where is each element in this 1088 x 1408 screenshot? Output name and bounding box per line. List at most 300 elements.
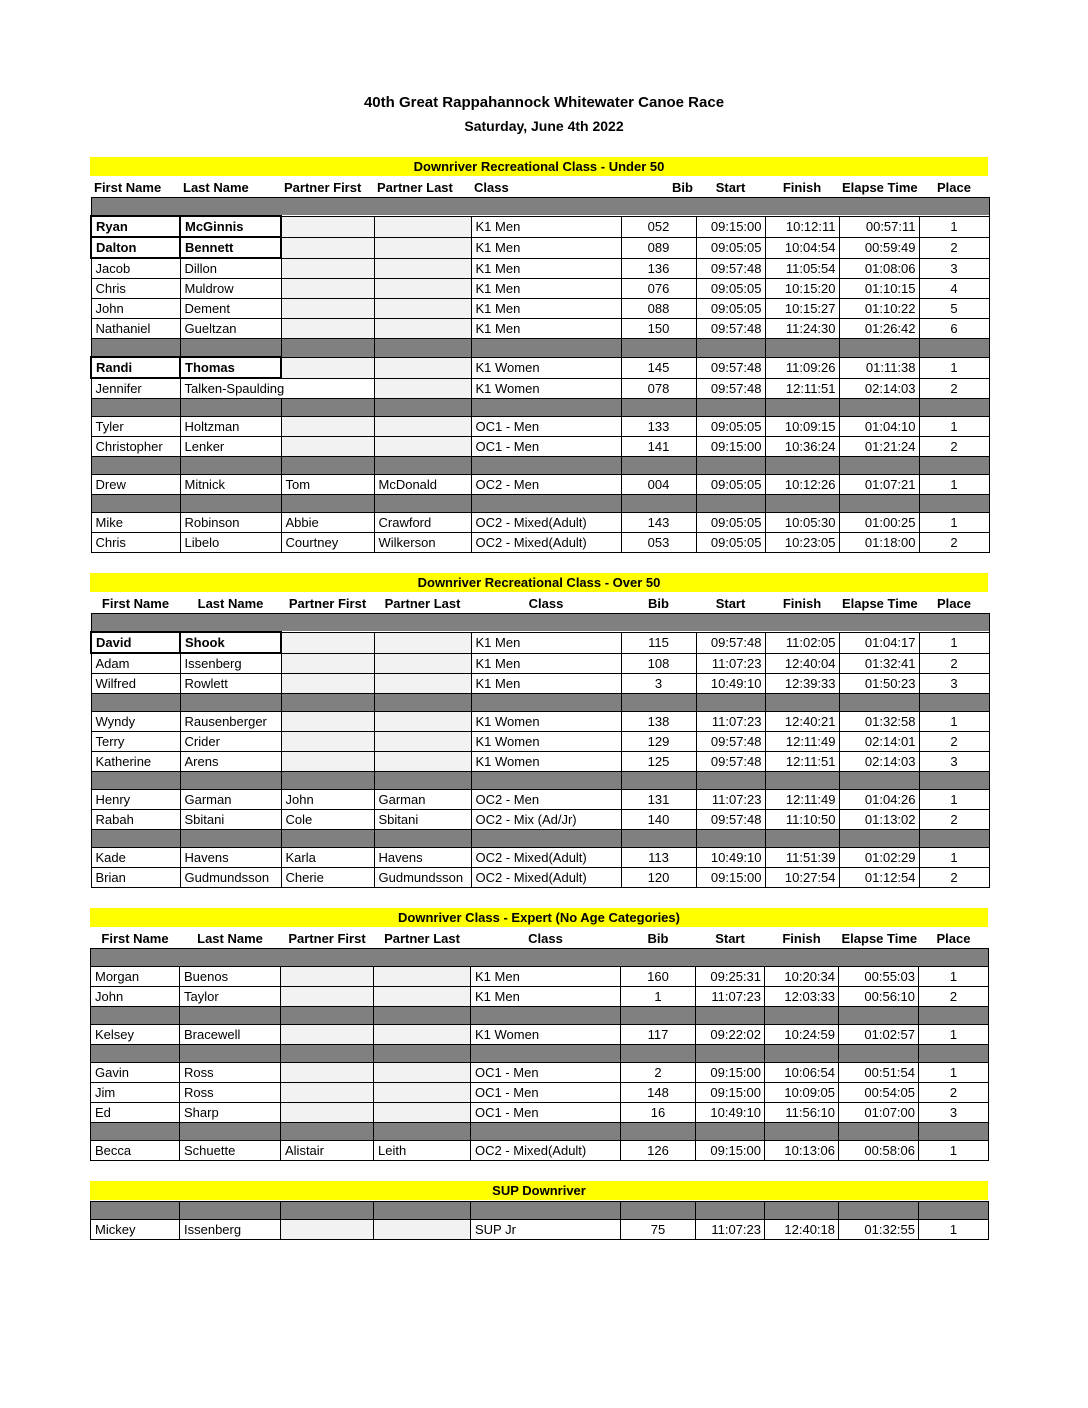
cell-plast: Havens bbox=[374, 848, 471, 868]
cell-first: Kade bbox=[91, 848, 180, 868]
separator-cell bbox=[91, 1045, 180, 1063]
cell-elapse: 00:57:11 bbox=[839, 216, 919, 237]
cell-cls: OC2 - Mixed(Adult) bbox=[471, 868, 621, 888]
cell-bib: 1 bbox=[621, 987, 696, 1007]
cell-cls: OC2 - Mixed(Adult) bbox=[471, 848, 621, 868]
cell-plast bbox=[374, 279, 471, 299]
table-row bbox=[91, 632, 989, 653]
separator-cell bbox=[765, 1123, 839, 1141]
cell-finish: 12:11:51 bbox=[765, 752, 839, 772]
column-header-bib: Bib bbox=[621, 593, 696, 614]
separator-cell bbox=[471, 1123, 621, 1141]
separator-cell bbox=[696, 830, 765, 848]
separator-cell bbox=[281, 1007, 374, 1025]
cell-pfirst bbox=[281, 732, 374, 752]
cell-pfirst bbox=[281, 437, 374, 457]
cell-first: Ryan bbox=[91, 216, 180, 237]
cell-bib: 141 bbox=[621, 437, 696, 457]
cell-bib: 2 bbox=[621, 1063, 696, 1083]
separator-cell bbox=[765, 495, 839, 513]
cell-place: 6 bbox=[919, 319, 989, 339]
cell-last: Dillon bbox=[180, 258, 281, 279]
separator-row bbox=[91, 772, 989, 790]
column-header-place: Place bbox=[919, 593, 989, 614]
cell-elapse: 01:13:02 bbox=[839, 810, 919, 830]
separator-cell bbox=[91, 1123, 180, 1141]
separator-cell bbox=[919, 1202, 989, 1220]
separator-cell bbox=[696, 1123, 765, 1141]
cell-place: 3 bbox=[919, 258, 989, 279]
separator-cell bbox=[91, 1202, 180, 1220]
separator-cell bbox=[281, 1045, 374, 1063]
cell-last: Lenker bbox=[180, 437, 281, 457]
cell-first: Mickey bbox=[91, 1220, 180, 1240]
cell-start: 09:05:05 bbox=[696, 299, 765, 319]
table-row bbox=[91, 1063, 989, 1083]
cell-first: Rabah bbox=[91, 810, 180, 830]
separator-cell bbox=[839, 1202, 919, 1220]
cell-last: Ross bbox=[180, 1063, 281, 1083]
cell-last: Issenberg bbox=[180, 1220, 281, 1240]
cell-first: Brian bbox=[91, 868, 180, 888]
cell-first: Chris bbox=[91, 279, 180, 299]
cell-start: 09:05:05 bbox=[696, 513, 765, 533]
cell-start: 09:22:02 bbox=[696, 1025, 765, 1045]
cell-first: Adam bbox=[91, 653, 180, 674]
cell-place: 2 bbox=[919, 533, 989, 553]
table-row bbox=[91, 533, 989, 553]
separator-cell bbox=[91, 198, 989, 217]
separator-cell bbox=[374, 830, 471, 848]
cell-place: 1 bbox=[919, 712, 989, 732]
separator-cell bbox=[180, 495, 281, 513]
cell-cls: K1 Men bbox=[471, 674, 621, 694]
separator-cell bbox=[180, 339, 281, 358]
cell-place: 1 bbox=[919, 632, 989, 653]
cell-last: Talken-Spaulding bbox=[180, 378, 281, 399]
separator-row bbox=[91, 198, 989, 217]
cell-finish: 11:02:05 bbox=[765, 632, 839, 653]
cell-start: 09:57:48 bbox=[696, 752, 765, 772]
table-row bbox=[91, 732, 989, 752]
cell-first: Wyndy bbox=[91, 712, 180, 732]
separator-cell bbox=[621, 772, 696, 790]
cell-plast bbox=[374, 319, 471, 339]
separator-cell bbox=[471, 495, 621, 513]
separator-cell bbox=[621, 339, 696, 358]
cell-pfirst bbox=[281, 237, 374, 258]
cell-start: 09:05:05 bbox=[696, 279, 765, 299]
cell-first: Katherine bbox=[91, 752, 180, 772]
separator-cell bbox=[919, 1045, 989, 1063]
cell-cls: K1 Men bbox=[471, 967, 621, 987]
cell-elapse: 00:55:03 bbox=[839, 967, 919, 987]
cell-finish: 10:06:54 bbox=[765, 1063, 839, 1083]
cell-start: 09:05:05 bbox=[696, 533, 765, 553]
separator-cell bbox=[281, 399, 374, 417]
cell-bib: 117 bbox=[621, 1025, 696, 1045]
cell-bib: 16 bbox=[621, 1103, 696, 1123]
cell-last: Robinson bbox=[180, 513, 281, 533]
separator-cell bbox=[839, 457, 919, 475]
separator-cell bbox=[374, 694, 471, 712]
separator-cell bbox=[471, 457, 621, 475]
cell-cls: OC1 - Men bbox=[471, 417, 621, 437]
cell-plast: McDonald bbox=[374, 475, 471, 495]
separator-cell bbox=[281, 457, 374, 475]
cell-start: 09:15:00 bbox=[696, 216, 765, 237]
cell-bib: 136 bbox=[621, 258, 696, 279]
cell-elapse: 01:00:25 bbox=[839, 513, 919, 533]
cell-pfirst: Abbie bbox=[281, 513, 374, 533]
cell-elapse: 01:32:58 bbox=[839, 712, 919, 732]
cell-cls: K1 Women bbox=[471, 1025, 621, 1045]
cell-last: Issenberg bbox=[180, 653, 281, 674]
cell-finish: 10:12:26 bbox=[765, 475, 839, 495]
separator-cell bbox=[765, 339, 839, 358]
separator-row bbox=[91, 495, 989, 513]
cell-first: Ed bbox=[91, 1103, 180, 1123]
cell-plast bbox=[374, 437, 471, 457]
separator-cell bbox=[180, 772, 281, 790]
section-downriver-rec-under-50 bbox=[90, 157, 988, 553]
cell-elapse: 00:56:10 bbox=[839, 987, 919, 1007]
table-row bbox=[91, 258, 989, 279]
cell-cls: OC2 - Mixed(Adult) bbox=[471, 1141, 621, 1161]
cell-place: 2 bbox=[919, 732, 989, 752]
separator-cell bbox=[919, 694, 989, 712]
cell-first: Jacob bbox=[91, 258, 180, 279]
cell-start: 09:15:00 bbox=[696, 1083, 765, 1103]
cell-start: 09:57:48 bbox=[696, 732, 765, 752]
cell-pfirst: Courtney bbox=[281, 533, 374, 553]
separator-cell bbox=[839, 399, 919, 417]
separator-cell bbox=[621, 1007, 696, 1025]
cell-start: 10:49:10 bbox=[696, 674, 765, 694]
cell-pfirst bbox=[281, 279, 374, 299]
cell-first: Tyler bbox=[91, 417, 180, 437]
cell-place: 1 bbox=[919, 1141, 989, 1161]
document-title-block bbox=[0, 0, 1088, 134]
cell-cls: OC1 - Men bbox=[471, 1083, 621, 1103]
table-row bbox=[91, 1141, 989, 1161]
separator-cell bbox=[621, 694, 696, 712]
cell-elapse: 01:32:41 bbox=[839, 653, 919, 674]
separator-cell bbox=[919, 830, 989, 848]
cell-elapse: 01:04:10 bbox=[839, 417, 919, 437]
column-header-start: Start bbox=[696, 928, 765, 949]
cell-cls: K1 Men bbox=[471, 319, 621, 339]
column-header-pfirst: Partner First bbox=[281, 177, 374, 198]
cell-pfirst bbox=[281, 319, 374, 339]
cell-bib: 143 bbox=[621, 513, 696, 533]
cell-pfirst bbox=[281, 357, 374, 378]
cell-pfirst bbox=[281, 653, 374, 674]
cell-first: Nathaniel bbox=[91, 319, 180, 339]
cell-bib: 75 bbox=[621, 1220, 696, 1240]
cell-pfirst bbox=[281, 752, 374, 772]
cell-finish: 12:39:33 bbox=[765, 674, 839, 694]
cell-bib: 140 bbox=[621, 810, 696, 830]
separator-cell bbox=[91, 830, 180, 848]
cell-last: Taylor bbox=[180, 987, 281, 1007]
column-header-plast: Partner Last bbox=[374, 177, 471, 198]
cell-elapse: 01:32:55 bbox=[839, 1220, 919, 1240]
cell-plast: Sbitani bbox=[374, 810, 471, 830]
cell-cls: OC2 - Mix (Ad/Jr) bbox=[471, 810, 621, 830]
results-table-sup bbox=[90, 1201, 989, 1240]
separator-cell bbox=[919, 1007, 989, 1025]
separator-cell bbox=[374, 399, 471, 417]
column-header-last: Last Name bbox=[180, 593, 281, 614]
column-header-start: Start bbox=[696, 177, 765, 198]
separator-cell bbox=[621, 457, 696, 475]
cell-plast bbox=[374, 1220, 471, 1240]
cell-place: 2 bbox=[919, 868, 989, 888]
cell-last: Rowlett bbox=[180, 674, 281, 694]
cell-first: Jim bbox=[91, 1083, 180, 1103]
cell-cls: K1 Men bbox=[471, 258, 621, 279]
cell-plast bbox=[374, 1103, 471, 1123]
cell-place: 1 bbox=[919, 1025, 989, 1045]
cell-finish: 11:56:10 bbox=[765, 1103, 839, 1123]
cell-place: 1 bbox=[919, 357, 989, 378]
cell-elapse: 00:51:54 bbox=[839, 1063, 919, 1083]
separator-cell bbox=[765, 399, 839, 417]
separator-cell bbox=[696, 457, 765, 475]
cell-plast bbox=[374, 967, 471, 987]
separator-cell bbox=[765, 1045, 839, 1063]
separator-cell bbox=[696, 399, 765, 417]
cell-bib: 088 bbox=[621, 299, 696, 319]
separator-cell bbox=[281, 694, 374, 712]
table-row bbox=[91, 299, 989, 319]
cell-place: 2 bbox=[919, 810, 989, 830]
column-header-plast: Partner Last bbox=[374, 928, 471, 949]
separator-cell bbox=[180, 1007, 281, 1025]
cell-plast bbox=[374, 1025, 471, 1045]
cell-start: 11:07:23 bbox=[696, 1220, 765, 1240]
cell-start: 09:15:00 bbox=[696, 437, 765, 457]
column-header-cls: Class bbox=[471, 593, 621, 614]
cell-elapse: 00:59:49 bbox=[839, 237, 919, 258]
cell-place: 2 bbox=[919, 378, 989, 399]
cell-plast bbox=[374, 674, 471, 694]
cell-finish: 10:12:11 bbox=[765, 216, 839, 237]
cell-pfirst bbox=[281, 967, 374, 987]
cell-first: John bbox=[91, 987, 180, 1007]
cell-place: 5 bbox=[919, 299, 989, 319]
cell-elapse: 01:10:22 bbox=[839, 299, 919, 319]
cell-first: Mike bbox=[91, 513, 180, 533]
column-header-finish: Finish bbox=[765, 593, 839, 614]
cell-finish: 12:40:18 bbox=[765, 1220, 839, 1240]
separator-cell bbox=[91, 495, 180, 513]
cell-start: 10:49:10 bbox=[696, 848, 765, 868]
separator-cell bbox=[374, 457, 471, 475]
separator-cell bbox=[281, 830, 374, 848]
separator-cell bbox=[91, 772, 180, 790]
cell-elapse: 00:54:05 bbox=[839, 1083, 919, 1103]
table-row bbox=[91, 475, 989, 495]
cell-cls: OC1 - Men bbox=[471, 1063, 621, 1083]
cell-cls: OC2 - Men bbox=[471, 790, 621, 810]
separator-row bbox=[91, 949, 989, 967]
separator-cell bbox=[180, 1045, 281, 1063]
cell-cls: OC2 - Mixed(Adult) bbox=[471, 513, 621, 533]
separator-cell bbox=[696, 495, 765, 513]
cell-place: 1 bbox=[919, 848, 989, 868]
table-row bbox=[91, 319, 989, 339]
cell-elapse: 02:14:03 bbox=[839, 378, 919, 399]
cell-place: 3 bbox=[919, 674, 989, 694]
section-title-under-50: Downriver Recreational Class - Under 50 bbox=[90, 157, 988, 176]
cell-last: Rausenberger bbox=[180, 712, 281, 732]
cell-start: 09:05:05 bbox=[696, 237, 765, 258]
table-row bbox=[91, 417, 989, 437]
cell-plast bbox=[374, 258, 471, 279]
cell-bib: 076 bbox=[621, 279, 696, 299]
table-row bbox=[91, 712, 989, 732]
separator-cell bbox=[91, 1007, 180, 1025]
separator-cell bbox=[919, 1123, 989, 1141]
cell-plast bbox=[374, 216, 471, 237]
cell-first: David bbox=[91, 632, 180, 653]
cell-bib: 052 bbox=[621, 216, 696, 237]
separator-row bbox=[91, 1202, 989, 1220]
cell-start: 09:57:48 bbox=[696, 632, 765, 653]
cell-cls: K1 Women bbox=[471, 752, 621, 772]
cell-first: Wilfred bbox=[91, 674, 180, 694]
cell-finish: 10:23:05 bbox=[765, 533, 839, 553]
cell-pfirst: Alistair bbox=[281, 1141, 374, 1161]
cell-bib: 125 bbox=[621, 752, 696, 772]
separator-cell bbox=[471, 1045, 621, 1063]
separator-cell bbox=[281, 339, 374, 358]
separator-cell bbox=[919, 457, 989, 475]
table-row bbox=[91, 848, 989, 868]
cell-finish: 11:24:30 bbox=[765, 319, 839, 339]
separator-row bbox=[91, 694, 989, 712]
separator-row bbox=[91, 339, 989, 358]
separator-cell bbox=[696, 772, 765, 790]
separator-cell bbox=[696, 1007, 765, 1025]
table-row bbox=[91, 1103, 989, 1123]
table-row bbox=[91, 653, 989, 674]
cell-elapse: 01:04:17 bbox=[839, 632, 919, 653]
separator-cell bbox=[471, 1007, 621, 1025]
separator-cell bbox=[765, 1007, 839, 1025]
separator-cell bbox=[919, 495, 989, 513]
cell-pfirst bbox=[281, 712, 374, 732]
cell-plast bbox=[374, 378, 471, 399]
separator-cell bbox=[621, 1045, 696, 1063]
cell-first: Jennifer bbox=[91, 378, 180, 399]
table-row bbox=[91, 279, 989, 299]
cell-finish: 10:20:34 bbox=[765, 967, 839, 987]
column-header-last: Last Name bbox=[180, 177, 281, 198]
separator-cell bbox=[281, 1123, 374, 1141]
table-row bbox=[91, 1083, 989, 1103]
cell-start: 11:07:23 bbox=[696, 790, 765, 810]
separator-cell bbox=[839, 772, 919, 790]
separator-cell bbox=[471, 399, 621, 417]
cell-last: Thomas bbox=[180, 357, 281, 378]
cell-place: 1 bbox=[919, 1063, 989, 1083]
separator-cell bbox=[374, 1123, 471, 1141]
cell-finish: 11:09:26 bbox=[765, 357, 839, 378]
table-row bbox=[91, 810, 989, 830]
cell-cls: K1 Women bbox=[471, 732, 621, 752]
table-row bbox=[91, 378, 989, 399]
column-header-place: Place bbox=[919, 928, 989, 949]
column-header-bib: Bib bbox=[621, 177, 696, 198]
cell-plast bbox=[374, 653, 471, 674]
cell-elapse: 01:07:21 bbox=[839, 475, 919, 495]
cell-elapse: 01:11:38 bbox=[839, 357, 919, 378]
cell-pfirst bbox=[281, 674, 374, 694]
separator-cell bbox=[696, 339, 765, 358]
cell-last: Sbitani bbox=[180, 810, 281, 830]
document-date: Saturday, June 4th 2022 bbox=[464, 118, 624, 134]
cell-last: Bennett bbox=[180, 237, 281, 258]
separator-cell bbox=[91, 457, 180, 475]
separator-row bbox=[91, 1007, 989, 1025]
cell-finish: 11:51:39 bbox=[765, 848, 839, 868]
separator-cell bbox=[839, 1007, 919, 1025]
section-sup-downriver bbox=[90, 1181, 988, 1240]
cell-bib: 3 bbox=[621, 674, 696, 694]
table-row bbox=[91, 752, 989, 772]
cell-elapse: 02:14:03 bbox=[839, 752, 919, 772]
table-row bbox=[91, 1220, 989, 1240]
cell-pfirst bbox=[281, 632, 374, 653]
separator-cell bbox=[374, 1045, 471, 1063]
section-title-sup: SUP Downriver bbox=[90, 1181, 988, 1200]
results-table-under-50 bbox=[90, 177, 990, 553]
cell-bib: 078 bbox=[621, 378, 696, 399]
cell-first: Henry bbox=[91, 790, 180, 810]
cell-pfirst bbox=[281, 258, 374, 279]
separator-cell bbox=[839, 830, 919, 848]
separator-cell bbox=[281, 1202, 374, 1220]
cell-finish: 12:03:33 bbox=[765, 987, 839, 1007]
separator-row bbox=[91, 399, 989, 417]
cell-pfirst bbox=[281, 1103, 374, 1123]
cell-start: 09:57:48 bbox=[696, 378, 765, 399]
cell-finish: 10:09:05 bbox=[765, 1083, 839, 1103]
cell-cls: K1 Men bbox=[471, 237, 621, 258]
cell-place: 1 bbox=[919, 967, 989, 987]
cell-elapse: 01:21:24 bbox=[839, 437, 919, 457]
cell-bib: 120 bbox=[621, 868, 696, 888]
cell-pfirst: Cole bbox=[281, 810, 374, 830]
cell-plast: Gudmundsson bbox=[374, 868, 471, 888]
column-header-start: Start bbox=[696, 593, 765, 614]
cell-finish: 10:27:54 bbox=[765, 868, 839, 888]
cell-plast bbox=[374, 417, 471, 437]
separator-cell bbox=[374, 772, 471, 790]
separator-cell bbox=[839, 694, 919, 712]
cell-last: Shook bbox=[180, 632, 281, 653]
separator-cell bbox=[91, 614, 989, 633]
cell-pfirst bbox=[281, 378, 374, 399]
cell-first: Christopher bbox=[91, 437, 180, 457]
separator-cell bbox=[374, 495, 471, 513]
cell-start: 09:15:00 bbox=[696, 1063, 765, 1083]
separator-cell bbox=[91, 399, 180, 417]
cell-place: 4 bbox=[919, 279, 989, 299]
